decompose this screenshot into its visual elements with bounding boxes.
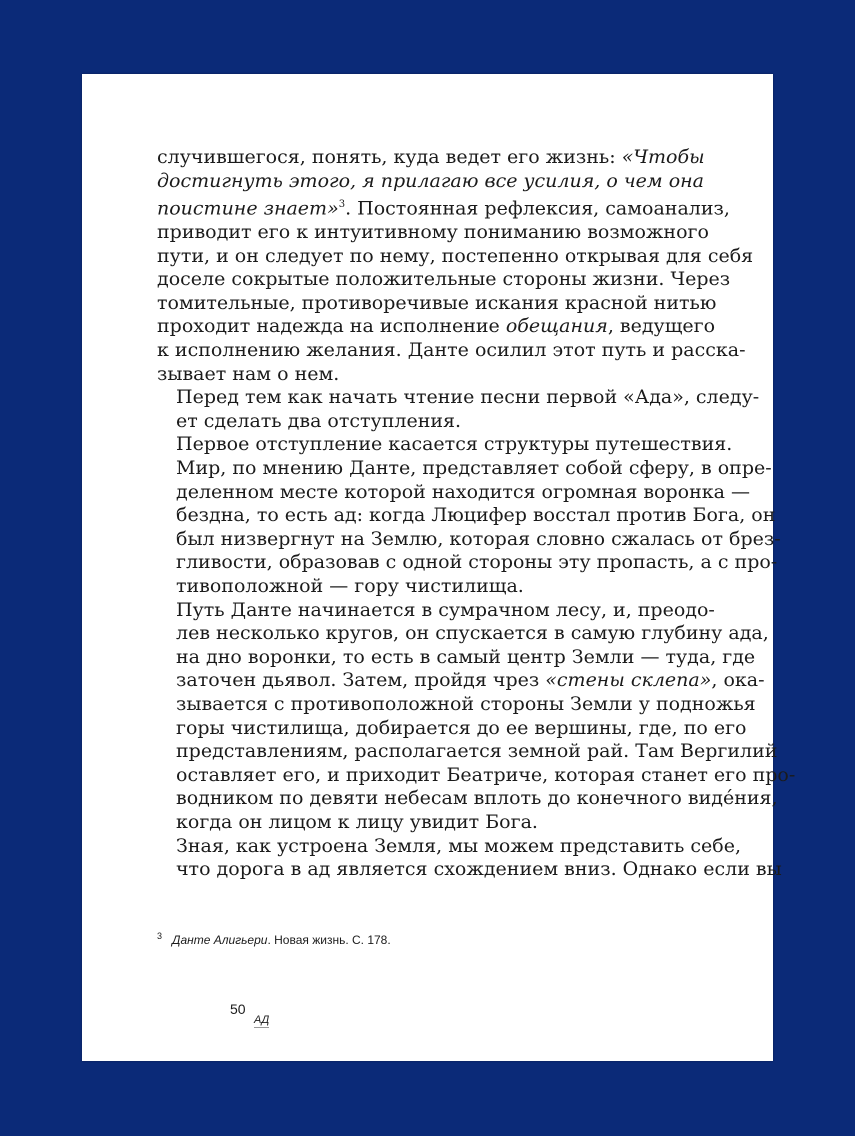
text-run: лев несколько кругов, он спускается в самую глубину ада,: [176, 622, 769, 645]
text-line: [157, 386, 760, 410]
text-line: [157, 527, 781, 552]
text-line: [157, 339, 746, 363]
text-run: пути, и он следует по нему, постепенно открывая для себя: [157, 244, 754, 267]
text-line: [157, 716, 747, 741]
text-run: представлениям, располагается земной рай. Там Вергилий: [176, 740, 778, 763]
text-run: деленном месте которой находится огромная воронка —: [176, 480, 750, 503]
text-run: Путь Данте начинается в сумрачном лесу, и, преодо-: [176, 598, 715, 621]
text-run: ет сделать два отступления.: [176, 409, 462, 432]
page-number: 50: [230, 1001, 246, 1017]
text-line: [157, 834, 742, 859]
text-run: зывается с противоположной стороны Земли у подножья: [176, 692, 756, 715]
text-line: [157, 787, 778, 811]
text-line: [157, 363, 665, 387]
text-run: что дорога в ад является схождением вниз. Однако если вы: [176, 858, 782, 881]
text-line: [157, 169, 705, 194]
text-line: [157, 740, 778, 764]
text-run: Перед тем как начать чтение песни первой «Ада», следу-: [176, 386, 760, 409]
main-text: [157, 146, 796, 882]
text-line: [157, 858, 782, 882]
text-line: [157, 244, 754, 269]
text-line: [157, 433, 733, 457]
text-run: обещания: [505, 315, 608, 338]
text-run: горы чистилища, добирается до ее вершины, где, по его: [176, 716, 747, 739]
text-run: . Постоянная рефлексия, самоанализ,: [345, 197, 730, 220]
text-line: [157, 598, 715, 623]
text-line: [157, 622, 769, 646]
text-line: [157, 504, 776, 528]
text-line: [157, 692, 756, 717]
text-run: случившегося, понять, куда ведет его жизнь:: [157, 146, 622, 168]
running-head: АД: [254, 1014, 270, 1026]
text-run: «Чтобы: [621, 146, 705, 168]
paragraph: [157, 598, 796, 835]
paragraph: [157, 146, 754, 386]
text-run: заточен дьявол. Затем, пройдя чрез: [176, 669, 546, 692]
text-line: [157, 315, 716, 339]
footnote: [157, 931, 667, 947]
text-run: Мир, по мнению Данте, представляет собой сферу, в опре-: [176, 457, 772, 480]
paragraph: [157, 386, 760, 433]
text-line: [157, 268, 731, 292]
text-run: к исполнению желания. Данте осилил этот путь и расска-: [157, 339, 746, 362]
text-line: [157, 146, 705, 170]
text-run: Зная, как устроена Земля, мы можем представить себе,: [176, 834, 742, 857]
footnote-text: . Новая жизнь. С. 178.: [267, 933, 391, 947]
text-line: [157, 669, 765, 693]
text-line: [157, 457, 772, 481]
footnote-mark: 3: [157, 931, 163, 941]
text-run: , ока-: [711, 669, 765, 692]
text-line: [157, 193, 730, 221]
text-line: [157, 551, 778, 575]
text-run: зывает нам о нем.: [157, 362, 340, 385]
text-line: [157, 221, 709, 245]
text-run: Первое отступление касается структуры путешествия.: [176, 433, 733, 456]
text-line: [157, 291, 717, 316]
text-line: [157, 811, 665, 835]
text-run: бездна, то есть ад: когда Люцифер восстал против Бога, он: [176, 504, 776, 527]
text-line: [157, 480, 750, 505]
footnote-reference: 3: [338, 199, 346, 211]
text-run: оставляет его, и приходит Беатриче, которая станет его про-: [176, 763, 796, 786]
text-run: водником по девяти небесам вплоть до конечного видéния,: [176, 787, 778, 810]
text-run: , ведущего: [607, 315, 716, 338]
text-run: на дно воронки, то есть в самый центр Земли — туда, где: [176, 645, 756, 668]
text-line: [157, 575, 665, 599]
text-run: был низвергнут на Землю, которая словно сжалась от брез-: [176, 527, 781, 550]
text-run: достигнуть этого, я прилагаю все усилия, о чем она: [157, 169, 705, 192]
text-line: [157, 763, 796, 788]
text-run: тивоположной — гору чистилища.: [176, 575, 524, 598]
text-run: томительные, противоречивые искания красной нитью: [157, 291, 717, 314]
footnote-author: Данте Алигьери: [172, 933, 268, 947]
text-run: «стены склепа»: [545, 669, 712, 692]
text-run: доселе сокрытые положительные стороны жизни. Через: [157, 268, 731, 291]
text-line: [157, 645, 756, 670]
paragraph: [157, 834, 782, 882]
text-run: поистине знает»: [157, 197, 339, 220]
text-line: [157, 410, 665, 434]
text-run: когда он лицом к лицу увидит Бога.: [176, 810, 538, 833]
text-run: гливости, образовав с одной стороны эту пропасть, а с про-: [176, 551, 778, 574]
text-run: приводит его к интуитивному пониманию возможного: [157, 221, 709, 244]
paragraph: [157, 433, 781, 598]
text-run: проходит надежда на исполнение: [157, 315, 506, 338]
